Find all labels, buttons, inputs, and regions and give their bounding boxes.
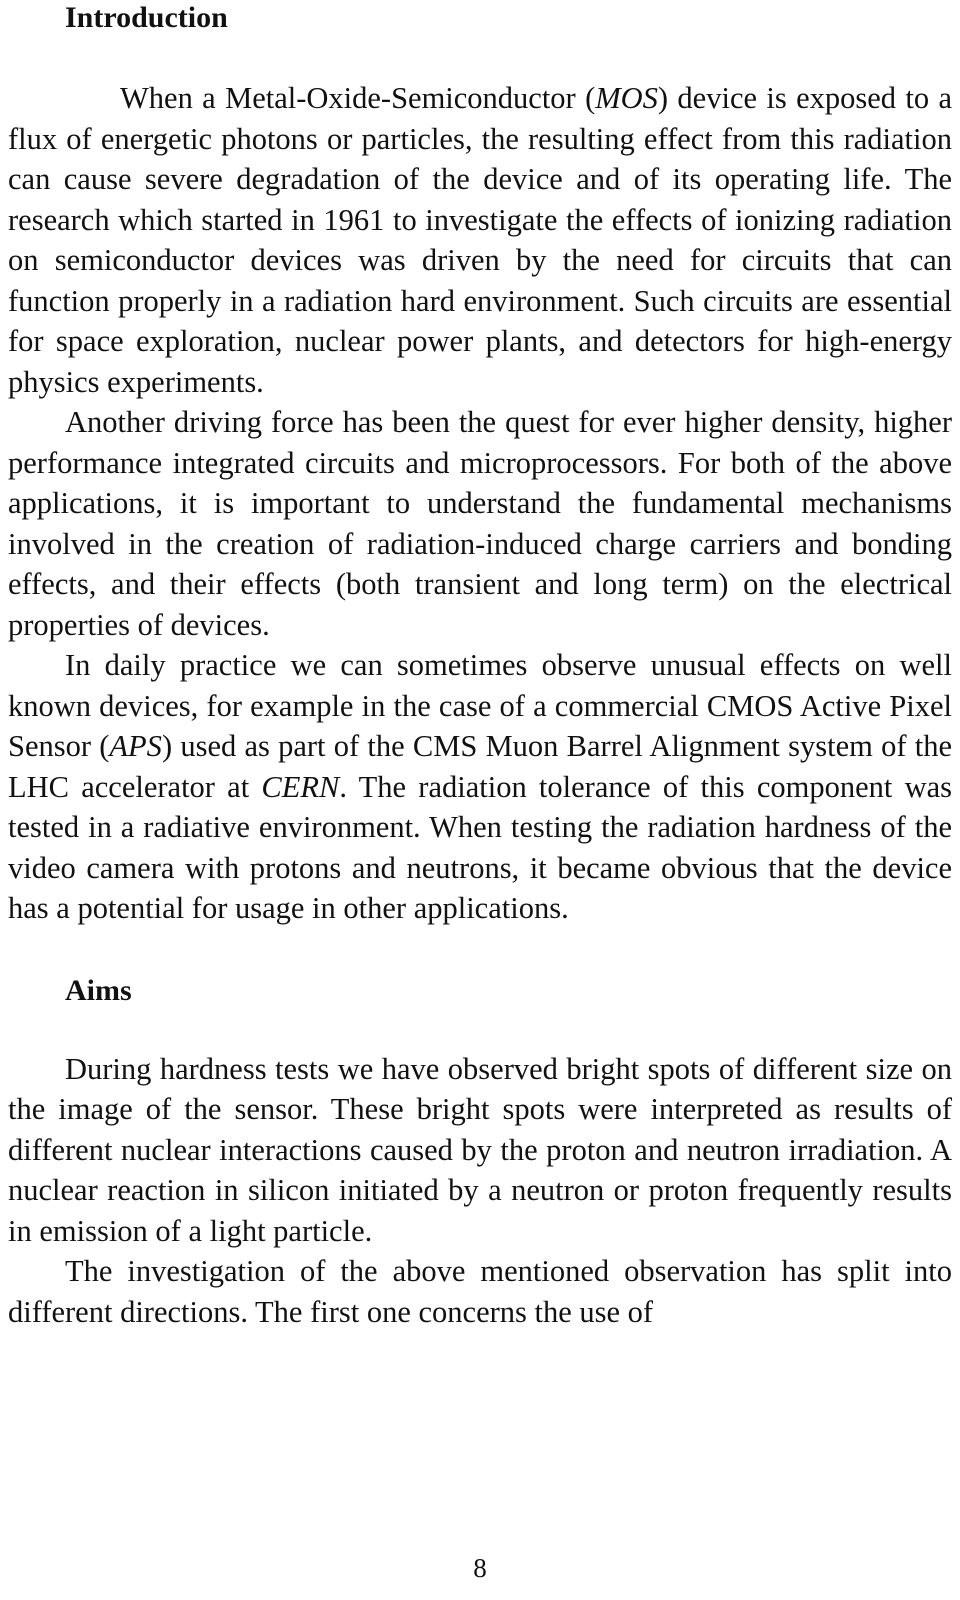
italic-term: MOS <box>595 81 658 115</box>
italic-term: CERN <box>261 769 340 804</box>
document-page <box>8 0 952 1332</box>
aims-paragraph-1: During hardness tests we have observed bright spots of different size on the image of the sensor. These bright spots were interpreted as results of different nuclear interactions caused by the proton and neutron irradiation. A nuclear reaction in silicon initiated by a neutron or proton frequently results in emission of a light particle. <box>8 1051 952 1248</box>
section-heading-introduction: Introduction <box>65 1 228 34</box>
italic-term: APS <box>109 729 162 763</box>
intro-paragraph-1: When a Metal-Oxide-Semiconductor (MOS) device is exposed to a flux of energetic photons or particles, the resulting effect from this radiation can cause severe degradation of the device and of its operating life. The research which started in 1961 to investigate the effects of ionizing radiation on semiconductor devices was driven by the need for circuits that can function properly in a radiation hard environment. Such circuits are essential for space exploration, nuclear power plants, and detectors for high-energy physics experiments. <box>8 81 952 399</box>
intro-paragraph-3: In daily practice we can sometimes observe unusual effects on well known devices, for example in the case of a commercial CMOS Active Pixel Sensor (APS) used as part of the CMS Muon Barrel Alignment system of the LHC accelerator at CERN. The radiation tolerance of this component was tested in a radiative environment. When testing the radiation hardness of the video camera with protons and neutrons, it became obvious that the device has a potential for usage in other applications. <box>8 648 953 925</box>
page-number: 8 <box>473 1553 487 1583</box>
intro-paragraph-2: Another driving force has been the quest for ever higher density, higher performance integrated circuits and microprocessors. For both of the above applications, it is important to understand the fundamental mechanisms involved in the creation of radiation-induced charge carriers and bonding effects, and their effects (both transient and long term) on the electrical properties of devices. <box>8 405 952 642</box>
section-heading-aims: Aims <box>65 973 132 1007</box>
aims-paragraph-2: The investigation of the above mentioned observation has split into different directions. The first one concerns the use of <box>8 1254 952 1329</box>
